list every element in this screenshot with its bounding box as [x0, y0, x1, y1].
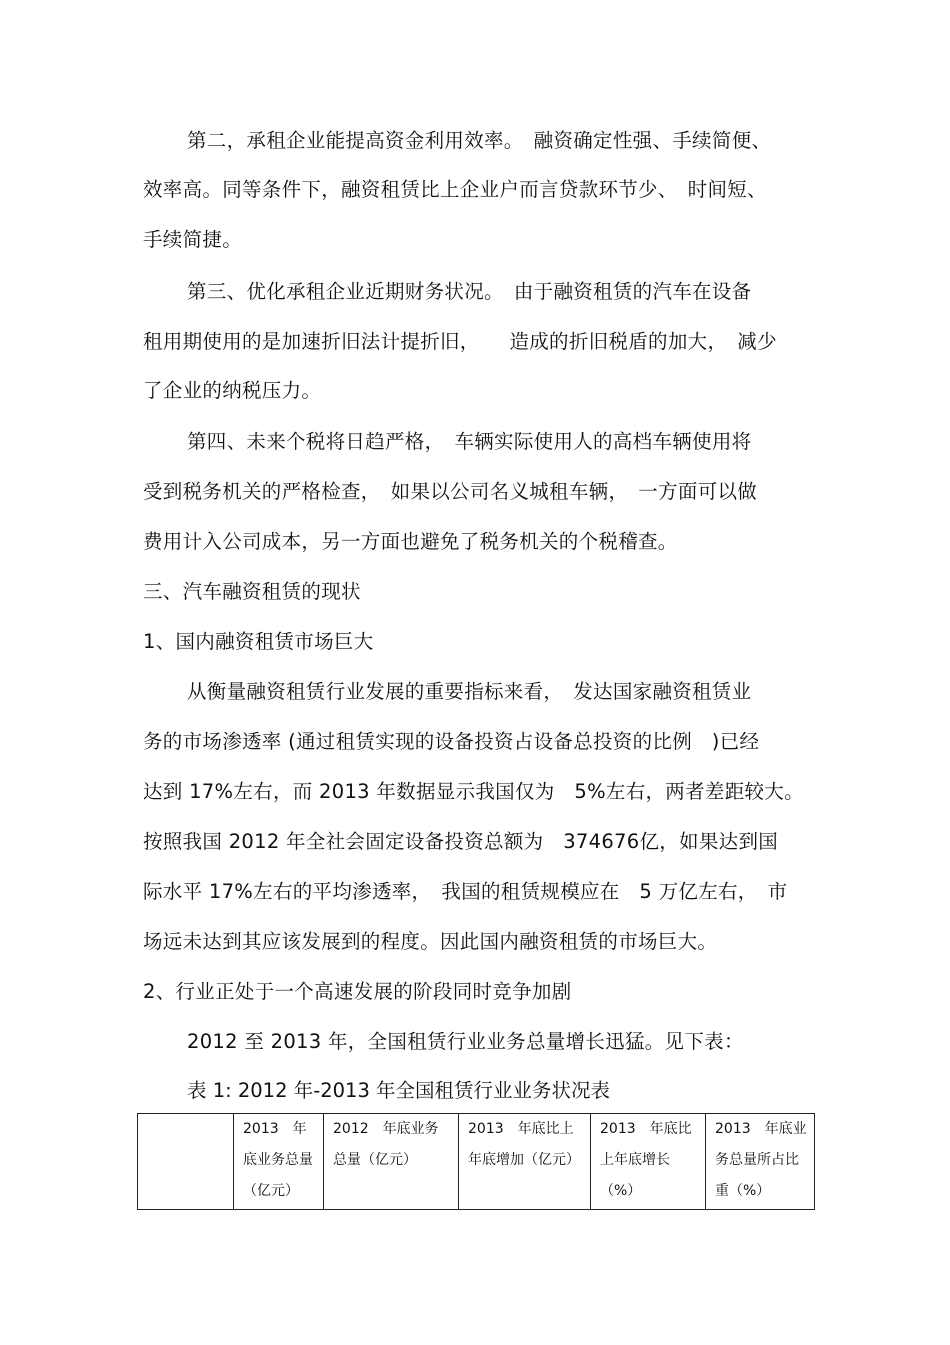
paragraph-line: 第二，承租企业能提高资金利用效率。 融资确定性强、手续简便、 [187, 129, 772, 152]
paragraph-line: 了企业的纳税压力。 [143, 379, 322, 402]
section-heading: 三、汽车融资租赁的现状 [143, 580, 361, 603]
business-status-table [137, 1113, 815, 1210]
paragraph-line: 受到税务机关的严格检查， 如果以公司名义城租车辆， 一方面可以做 [143, 480, 758, 503]
table-header-cell: 2013 年底业务总量（亿元） [234, 1114, 324, 1210]
table-header-row [138, 1114, 815, 1210]
paragraph-line: 效率高。同等条件下，融资租赁比上企业户而言贷款环节少、 时间短、 [143, 178, 767, 201]
table-header-cell: 2013 年底比上年底增长（%） [591, 1114, 706, 1210]
subsection-heading: 1、国内融资租赁市场巨大 [143, 630, 374, 653]
paragraph-line: 第三、优化承租企业近期财务状况。 由于融资租赁的汽车在设备 [187, 280, 752, 303]
table-header-cell: 2013 年底业务总量所占比重（%） [706, 1114, 815, 1210]
paragraph-line: 租用期使用的是加速折旧法计提折旧， 造成的折旧税盾的加大， 减少 [143, 330, 777, 353]
paragraph-line: 场远未达到其应该发展到的程度。因此国内融资租赁的市场巨大。 [143, 930, 718, 953]
paragraph-line: 手续简捷。 [143, 228, 243, 251]
paragraph-line: 第四、未来个税将日趋严格， 车辆实际使用人的高档车辆使用将 [187, 430, 752, 453]
paragraph-line: 费用计入公司成本，另一方面也避免了税务机关的个税稽查。 [143, 530, 678, 553]
table-header-cell: 2012 年底业务总量（亿元） [324, 1114, 459, 1210]
table-header-cell [138, 1114, 234, 1210]
table-header-cell: 2013 年底比上年底增加（亿元） [459, 1114, 591, 1210]
subsection-heading: 2、行业正处于一个高速发展的阶段同时竞争加剧 [143, 980, 572, 1003]
paragraph-line: 2012 至 2013 年，全国租赁行业业务总量增长迅猛。见下表： [187, 1030, 744, 1053]
paragraph-line: 达到 17%左右，而 2013 年数据显示我国仅为 5%左右，两者差距较大。 [143, 780, 804, 803]
paragraph-line: 从衡量融资租赁行业发展的重要指标来看， 发达国家融资租赁业 [187, 680, 752, 703]
paragraph-line: 务的市场渗透率 (通过租赁实现的设备投资占设备总投资的比例 )已经 [143, 730, 760, 753]
paragraph-line: 际水平 17%左右的平均渗透率， 我国的租赁规模应在 5 万亿左右， 市 [143, 880, 788, 903]
paragraph-line: 按照我国 2012 年全社会固定设备投资总额为 374676亿，如果达到国 [143, 830, 779, 853]
table-caption: 表 1: 2012 年-2013 年全国租赁行业业务状况表 [187, 1079, 611, 1102]
